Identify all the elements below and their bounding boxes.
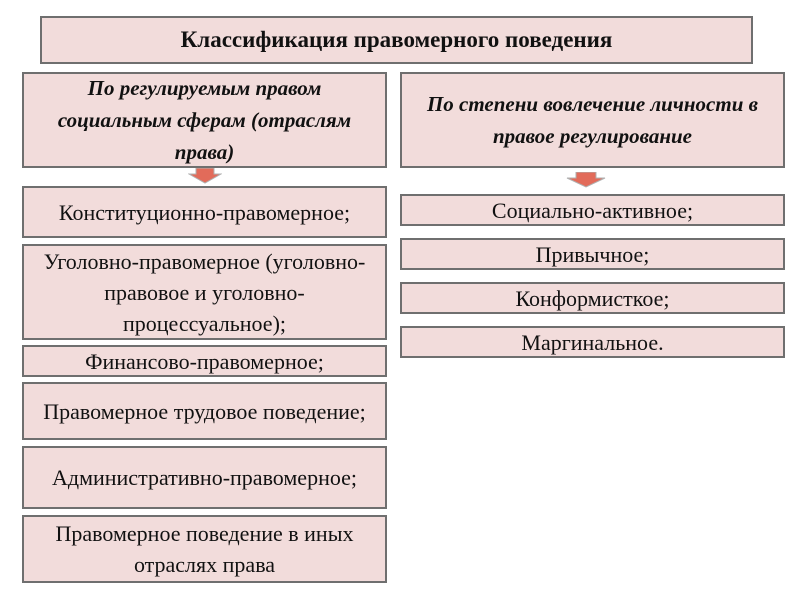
right-item-text: Маргинальное.	[521, 329, 664, 355]
right-item-text: Привычное;	[535, 241, 650, 267]
left-header-text: По регулируемым правом социальным сферам (отраслям права)	[57, 76, 352, 164]
left-down-arrow-icon	[188, 168, 222, 184]
right-header-text: По степени вовлечение личности в правое регулирование	[426, 92, 759, 148]
right-item-socially-active	[400, 194, 785, 226]
left-item-text: Административно-правомерное;	[51, 465, 357, 490]
left-item-financial	[22, 345, 387, 377]
left-item-criminal	[22, 244, 387, 340]
left-item-text: Конституционно-правомерное;	[58, 199, 351, 225]
left-item-other-branches	[22, 515, 387, 583]
diagram-title-text: Классификация правомерного поведения	[180, 27, 613, 52]
diagram-title	[40, 16, 753, 64]
left-item-text: Финансово-правомерное;	[85, 348, 324, 374]
right-item-habitual	[400, 238, 785, 270]
left-item-administrative	[22, 446, 387, 509]
left-header	[22, 72, 387, 168]
right-item-marginal	[400, 326, 785, 358]
left-item-labor	[22, 382, 387, 440]
right-item-text: Социально-активное;	[491, 197, 694, 223]
left-item-text: Уголовно-правомерное (уголовно-правовое и уголовно-процессуальное);	[43, 248, 366, 336]
left-item-text: Правомерное поведение в иных отраслях права	[55, 521, 354, 577]
right-down-arrow-icon	[566, 172, 606, 188]
left-item-constitutional	[22, 186, 387, 238]
right-header	[400, 72, 785, 168]
right-item-text: Конформисткое;	[515, 285, 670, 311]
right-item-conformist	[400, 282, 785, 314]
left-item-text: Правомерное трудовое поведение;	[43, 398, 366, 424]
